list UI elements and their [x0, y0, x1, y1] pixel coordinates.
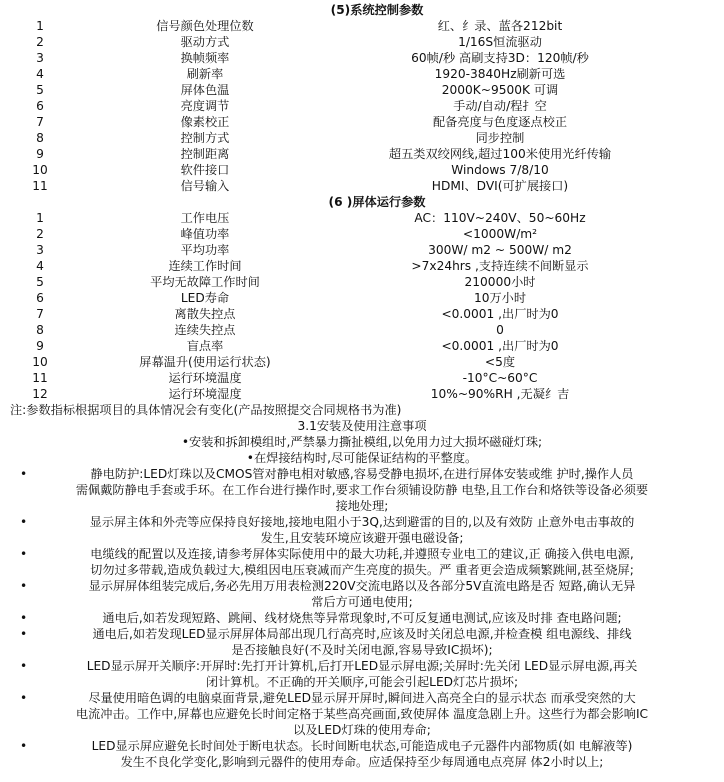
list-item — [0, 578, 724, 610]
list-item — [0, 466, 724, 514]
parameter-value: 0 — [496, 323, 504, 337]
list-item-line: 闭计算机。不正确的开关顺序,可能会引起LED灯芯片损坏; — [205, 675, 519, 689]
list-item-line: 需佩戴防静电手套或手环。在工作台进行操作时,要求工作台须铺设防静 电垫,且工作台和烙铁等设备必须要 — [75, 483, 649, 497]
table-row — [0, 354, 724, 370]
table-row — [0, 306, 724, 322]
parameter-name: 控制方式 — [180, 131, 230, 145]
list-item — [0, 610, 724, 626]
parameter-value: <0.0001 ,出厂时为0 — [441, 339, 559, 353]
intro-line-1: •安装和拆卸模组时,严禁暴力撕扯模组,以免用力过大损坏磁碰灯珠; — [181, 435, 543, 449]
bullet-dot: • — [20, 611, 28, 625]
parameter-name: 运行环境温度 — [168, 371, 242, 385]
list-item-line: 显示屏主体和外壳等应保持良好接地,接地电阻小于3Q,达到避雷的目的,以及有效防 止意外电击事故的 — [89, 515, 635, 529]
section-5-table — [0, 18, 724, 194]
list-item-line: 发生,且安装环境应该避开强电磁设备; — [260, 531, 464, 545]
list-item-line: 尽量使用暗色调的电脑桌面背景,避免LED显示屏开屏时,瞬间进入高亮全白的显示状态 而承受突然的大 — [88, 691, 636, 705]
list-item-line: 显示屏屏体组装完成后,务必先用万用表检测220V交流电路以及各部分5V直流电路是否 短路,确认无异 — [88, 579, 636, 593]
list-item-line: 是否接触良好(不及时关闭电源,容易导致IC损坏); — [231, 643, 493, 657]
table-row — [0, 114, 724, 130]
section-5-title: (5)系统控制参数 — [330, 3, 424, 17]
list-item — [0, 658, 724, 690]
table-row — [0, 210, 724, 226]
parameter-name: 峰值功率 — [180, 227, 230, 241]
parameter-name: 像素校正 — [180, 115, 230, 129]
bullet-dot: • — [20, 515, 28, 529]
parameter-name: 控制距离 — [180, 147, 230, 161]
table-row — [0, 178, 724, 194]
parameter-name: 屏体色温 — [180, 83, 230, 97]
parameter-value: 10%~90%RH ,无凝纟吉 — [430, 387, 570, 401]
row-number: 7 — [36, 307, 44, 321]
parameter-value: AC：110V~240V、50~60Hz — [414, 211, 586, 225]
parameter-value: 红、纟录、蓝各212bit — [437, 19, 563, 33]
row-number: 7 — [36, 115, 44, 129]
precaution-list — [0, 466, 724, 770]
parameter-value: 60帧/秒 高刷支持3D：120帧/秒 — [411, 51, 589, 65]
parameter-value: <1000W/m² — [462, 227, 538, 241]
section-6-title: (6 )屏体运行参数 — [328, 195, 426, 209]
parameter-name: 连续失控点 — [174, 323, 236, 337]
parameter-name: 平均功率 — [180, 243, 230, 257]
table-row — [0, 386, 724, 402]
row-number: 1 — [36, 19, 44, 33]
parameter-note: 注:参数指标根据项目的具体情况会有变化(产品按照提交合同规格书为准) — [10, 403, 402, 417]
list-item — [0, 546, 724, 578]
parameter-value: 210000小时 — [464, 275, 536, 289]
parameter-name: 信号输入 — [180, 179, 230, 193]
row-number: 8 — [36, 323, 44, 337]
row-number: 11 — [32, 371, 48, 385]
parameter-name: 刷新率 — [186, 67, 224, 81]
parameter-name: 连续工作时间 — [168, 259, 242, 273]
parameter-name: 离散失控点 — [174, 307, 236, 321]
parameter-value: 同步控制 — [475, 131, 525, 145]
table-row — [0, 290, 724, 306]
list-item-line: 电缆线的配置以及连接,请参考屏体实际使用中的最大功耗,并遵照专业电工的建议,正 确接入供电电源, — [90, 547, 634, 561]
row-number: 1 — [36, 211, 44, 225]
table-row — [0, 34, 724, 50]
table-row — [0, 50, 724, 66]
row-number: 5 — [36, 275, 44, 289]
row-number: 3 — [36, 243, 44, 257]
row-number: 4 — [36, 67, 44, 81]
parameter-name: LED寿命 — [180, 291, 230, 305]
row-number: 4 — [36, 259, 44, 273]
parameter-name: 驱动方式 — [180, 35, 230, 49]
list-item-line: 以及LED灯珠的使用寿命; — [293, 723, 431, 737]
table-row — [0, 66, 724, 82]
bullet-dot: • — [20, 627, 28, 641]
parameter-name: 亮度调节 — [180, 99, 230, 113]
bullet-dot: • — [20, 579, 28, 593]
list-item-line: 静电防护:LED灯珠以及CMOS管对静电相对敏感,容易受静电损坏,在进行屏体安装或维 护时,操作人员 — [90, 467, 634, 481]
parameter-name: 平均无故障工作时间 — [150, 275, 260, 289]
bullet-dot: • — [20, 691, 28, 705]
list-item-line: 发生不良化学变化,影响到元器件的使用寿命。应适保持至少每周通电点亮屏 体2小时以上; — [120, 755, 604, 769]
parameter-name: 盲点率 — [186, 339, 224, 353]
row-number: 10 — [32, 355, 48, 369]
list-item — [0, 514, 724, 546]
row-number: 2 — [36, 35, 44, 49]
table-row — [0, 242, 724, 258]
parameter-value: 超五类双绞网线,超过100米使用光纤传输 — [388, 147, 612, 161]
row-number: 6 — [36, 99, 44, 113]
parameter-name: 运行环境湿度 — [168, 387, 242, 401]
table-row — [0, 98, 724, 114]
row-number: 10 — [32, 163, 48, 177]
parameter-value: 10万小时 — [473, 291, 527, 305]
list-item — [0, 690, 724, 738]
bullet-dot: • — [20, 547, 28, 561]
table-row — [0, 322, 724, 338]
parameter-name: 工作电压 — [180, 211, 230, 225]
parameter-name: 软件接口 — [180, 163, 230, 177]
bullet-dot: • — [20, 467, 28, 481]
list-item-line: 常后方可通电使用; — [311, 595, 413, 609]
row-number: 12 — [32, 387, 48, 401]
intro-line-2: •在焊接结构时,尽可能保证结构的平整度。 — [246, 451, 478, 465]
parameter-value: 2000K~9500K 可调 — [441, 83, 559, 97]
parameter-value: <5度 — [484, 355, 516, 369]
table-row — [0, 162, 724, 178]
table-row — [0, 82, 724, 98]
table-row — [0, 370, 724, 386]
parameter-value: 手动/自动/程扌空 — [453, 99, 547, 113]
row-number: 6 — [36, 291, 44, 305]
parameter-value: -10°C~60°C — [462, 371, 538, 385]
bullet-dot: • — [20, 739, 28, 753]
parameter-value: >7x24hrs ,支持连续不间断显示 — [411, 259, 589, 273]
table-row — [0, 258, 724, 274]
parameter-name: 信号颜色处理位数 — [156, 19, 254, 33]
table-row — [0, 146, 724, 162]
parameter-name: 屏幕温升(使用运行状态) — [139, 355, 271, 369]
list-item-line: 通电后,如若发现短路、跳闸、线材烧焦等异常现象时,不可反复通电测试,应该及时排 查电路问题; — [102, 611, 622, 625]
list-item-line: 电流冲击。工作中,屏幕也应避免长时间定格于某些高亮画面,致使屏体 温度急剧上升。这些行为都会影响IC — [75, 707, 649, 721]
list-item-line: 切勿过多带载,造成负载过大,模组因电压衰减而产生亮度的损失。严 重者更会造成频繁跳闸,甚至烧屏; — [90, 563, 634, 577]
table-row — [0, 274, 724, 290]
parameter-value: HDMI、DVI(可扩展接口) — [431, 179, 569, 193]
parameter-value: 配备亮度与色度逐点校正 — [432, 115, 568, 129]
section-6-table — [0, 210, 724, 402]
table-row — [0, 338, 724, 354]
parameter-value: <0.0001 ,出厂时为0 — [441, 307, 559, 321]
parameter-name: 换帧频率 — [180, 51, 230, 65]
row-number: 11 — [32, 179, 48, 193]
table-row — [0, 18, 724, 34]
row-number: 8 — [36, 131, 44, 145]
row-number: 2 — [36, 227, 44, 241]
parameter-value: 1/16S恒流驱动 — [458, 35, 542, 49]
row-number: 5 — [36, 83, 44, 97]
parameter-value: Windows 7/8/10 — [451, 163, 549, 177]
row-number: 9 — [36, 339, 44, 353]
table-row — [0, 226, 724, 242]
bullet-dot: • — [20, 659, 28, 673]
list-item-line: LED显示屏应避免长时间处于断电状态。长时间断电状态,可能造成电子元器件内部物质(如 电解液等) — [91, 739, 633, 753]
parameter-value: 1920-3840Hz刷新可选 — [434, 67, 566, 81]
section-3-1-title: 3.1安装及使用注意事项 — [297, 419, 427, 433]
list-item-line: LED显示屏开关顺序:开屏时:先打开计算机,后打开LED显示屏电源;关屏时:先关闭 LED显示屏电源,再关 — [86, 659, 638, 673]
list-item-line: 接地处理; — [335, 499, 389, 513]
list-item — [0, 626, 724, 658]
row-number: 3 — [36, 51, 44, 65]
table-row — [0, 130, 724, 146]
list-item — [0, 738, 724, 770]
list-item-line: 通电后,如若发现LED显示屏屏体局部出现几行高亮时,应该及时关闭总电源,并检查模 组电源线、排线 — [92, 627, 632, 641]
row-number: 9 — [36, 147, 44, 161]
parameter-value: 300W/ m2 ~ 500W/ m2 — [428, 243, 572, 257]
